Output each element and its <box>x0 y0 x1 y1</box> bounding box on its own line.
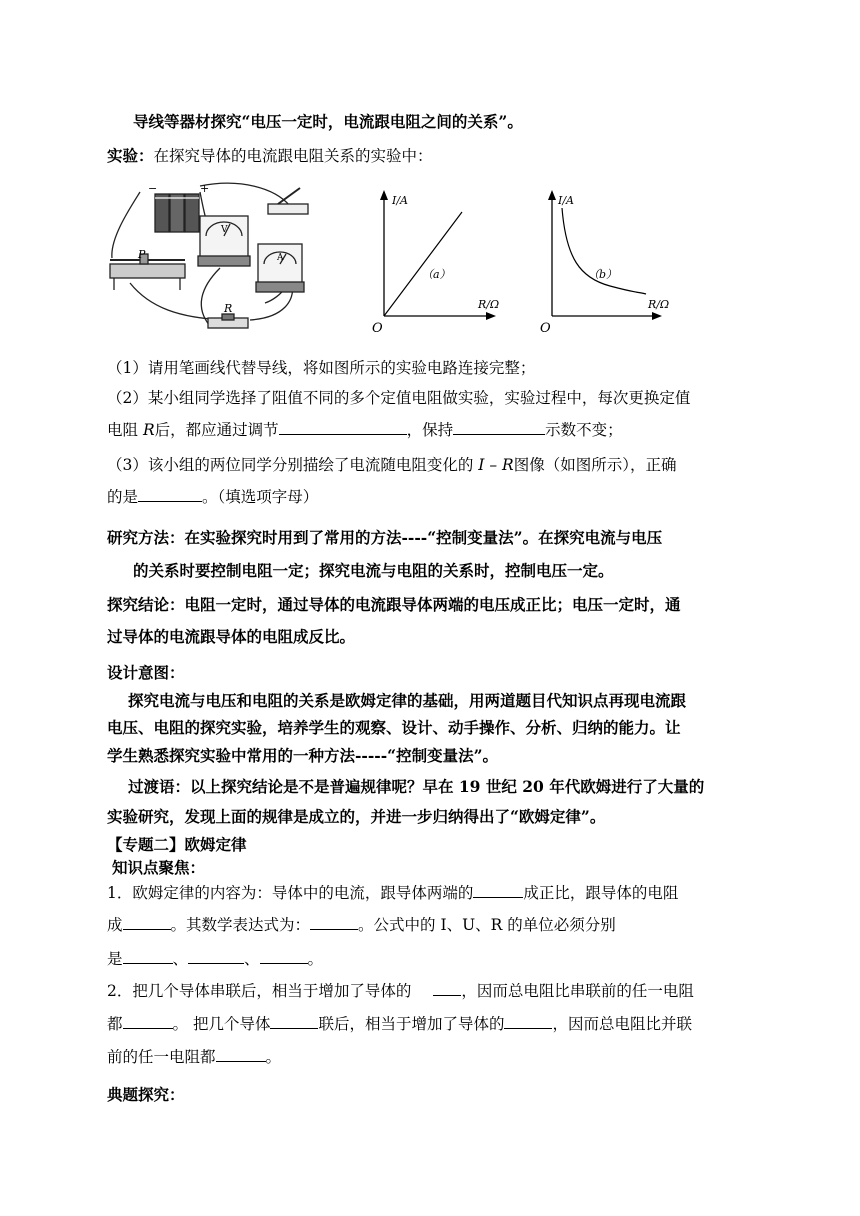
knowledge-2-text-b3: 联后，相当于增加了导体的 <box>318 1015 505 1033</box>
answer-blank-inverse[interactable] <box>123 914 171 930</box>
method-line-1 <box>107 527 662 549</box>
answer-blank-formula[interactable] <box>310 914 358 930</box>
knowledge-1-line-2 <box>107 914 616 936</box>
graph-b-curve <box>562 208 646 294</box>
method-text-b: 的关系时要控制电阻一定；探究电流与电阻的关系时，控制电压一定。 <box>133 561 614 580</box>
answer-blank-adjust[interactable] <box>279 419 407 435</box>
graph-a <box>372 190 499 336</box>
design-text-b: 电压、电阻的探究实验，培养学生的观察、设计、动手操作、分析、归纳的能力。让 <box>107 718 681 737</box>
graph-a-x-arrow <box>486 312 496 320</box>
knowledge-focus-heading <box>112 857 205 879</box>
knowledge-1-text-c3: 、 <box>244 950 260 968</box>
knowledge-focus-text: 知识点聚焦： <box>112 858 206 877</box>
answer-blank-unit-r[interactable] <box>260 948 308 964</box>
answer-blank-unit-u[interactable] <box>188 948 244 964</box>
intro-text: 导线等器材探究“电压一定时，电流跟电阻之间的关系”。 <box>133 112 523 131</box>
question-2-text-a: （2）某小组同学选择了阻值不同的多个定值电阻做实验，实验过程中，每次更换定值 <box>107 389 691 407</box>
question-3-text-b2: 。（填选项字母） <box>202 488 319 506</box>
transition-line-1 <box>128 776 704 798</box>
battery-minus-label: − <box>148 182 158 195</box>
graph-a-y-label: I/A <box>392 194 408 207</box>
method-text-a: 研究方法：在实验探究时用到了常用的方法----“控制变量法”。在探究电流与电压 <box>107 528 663 547</box>
conclusion-text-b: 过导体的电流跟导体的电阻成反比。 <box>107 627 356 646</box>
experiment-text: 在探究导体的电流跟电阻关系的实验中： <box>153 147 433 165</box>
figures-svg <box>100 178 690 338</box>
knowledge-1-line-3 <box>107 948 323 970</box>
question-3-text-a1: （3）该小组的两位同学分别描绘了电流随电阻变化的 <box>107 456 479 474</box>
intro-line <box>133 111 523 133</box>
knowledge-1-text-b3: 。公式中的 I、U、R 的单位必须分别 <box>358 916 616 934</box>
knowledge-2-text-c1: 前的任一电阻都 <box>107 1048 216 1066</box>
design-line-1 <box>128 690 686 712</box>
typical-problems-text: 典题探究： <box>107 1085 185 1104</box>
graph-a-y-arrow <box>380 190 388 200</box>
graph-b-x-arrow <box>652 312 662 320</box>
graph-b-y-arrow <box>548 190 556 200</box>
transition-text-a: 过渡语：以上探究结论是不是普遍规律呢？早在 19 世纪 20 年代欧姆进行了大量的 <box>128 777 705 796</box>
question-2-r-symbol: R <box>142 421 155 439</box>
question-3-ir-symbol: I – R <box>478 456 514 474</box>
knowledge-1-line-1 <box>107 882 678 904</box>
question-2-line-2 <box>107 419 623 441</box>
transition-text-b: 实验研究，发现上面的规律是成立的，并进一步归纳得出了“欧姆定律”。 <box>107 807 606 826</box>
experiment-label: 实验： <box>107 146 154 165</box>
design-text-a: 探究电流与电压和电阻的关系是欧姆定律的基础，用两道题目代知识点再现电流跟 <box>128 691 687 710</box>
question-2-text-b2: 后，都应通过调节 <box>154 421 279 439</box>
graph-b-y-label: I/A <box>558 194 574 207</box>
design-line-3 <box>107 745 498 767</box>
knowledge-2-line-3 <box>107 1046 281 1068</box>
transition-line-2 <box>107 806 605 828</box>
knowledge-1-text-a2: 成正比，跟导体的电阻 <box>523 884 679 902</box>
question-1-text: （1）请用笔画线代替导线，将如图所示的实验电路连接完整； <box>107 359 536 377</box>
answer-blank-keep[interactable] <box>453 419 545 435</box>
graph-a-origin: O <box>372 321 383 336</box>
graph-a-x-label: R/Ω <box>478 298 500 311</box>
knowledge-2-text-a2: ，因而总电阻比串联前的任一电阻 <box>461 982 694 1000</box>
question-2-line-1 <box>107 387 690 409</box>
knowledge-1-text-b2: 。其数学表达式为： <box>170 916 311 934</box>
knowledge-2-line-1 <box>107 980 694 1002</box>
topic-2-text: 【专题二】欧姆定律 <box>107 835 247 854</box>
question-2-text-b3: ，保持 <box>406 421 454 439</box>
answer-blank-length[interactable] <box>433 980 461 996</box>
question-1 <box>107 357 535 379</box>
design-title-text: 设计意图： <box>107 663 185 682</box>
graph-b-x-label: R/Ω <box>648 298 670 311</box>
knowledge-1-text-a1: 1．欧姆定律的内容为：导体中的电流，跟导体两端的 <box>107 884 474 902</box>
answer-blank-voltage[interactable] <box>473 882 523 898</box>
graph-b-tag: （b） <box>588 268 618 281</box>
conclusion-text-a: 探究结论：电阻一定时，通过导体的电流跟导体两端的电压成正比；电压一定时，通 <box>107 595 681 614</box>
voltmeter-label: V <box>221 225 228 235</box>
conclusion-line-1 <box>107 594 681 616</box>
answer-blank-area[interactable] <box>504 1013 552 1029</box>
question-3-text-b1: 的是 <box>107 488 139 506</box>
knowledge-2-text-c2: 。 <box>265 1048 282 1066</box>
experiment-line <box>107 145 433 167</box>
design-line-2 <box>107 717 681 739</box>
design-text-c: 学生熟悉探究实验中常用的一种方法-----“控制变量法”。 <box>107 746 498 765</box>
typical-problems-heading <box>107 1084 185 1106</box>
question-2-text-b4: 示数不变； <box>545 421 623 439</box>
knowledge-2-text-b4: ，因而总电阻比并联 <box>552 1015 692 1033</box>
design-title <box>107 662 185 684</box>
knowledge-2-line-2 <box>107 1013 692 1035</box>
knowledge-2-text-a1: 2．把几个导体串联后，相当于增加了导体的 <box>107 982 412 1000</box>
question-2-text-b1: 电阻 <box>107 421 143 439</box>
battery-plus-label: + <box>200 182 210 195</box>
answer-blank-correct[interactable] <box>138 486 202 502</box>
knowledge-1-text-b1: 成 <box>107 916 123 934</box>
graph-a-tag: （a） <box>422 268 451 281</box>
question-3-line-1 <box>107 454 676 476</box>
graph-a-line <box>384 212 462 316</box>
knowledge-1-text-c4: 。 <box>307 950 324 968</box>
resistor-r-label: R <box>224 302 233 315</box>
rheostat-p-label: P <box>138 248 146 261</box>
graph-b-origin: O <box>540 321 551 336</box>
answer-blank-smaller[interactable] <box>216 1046 266 1062</box>
answer-blank-parallel[interactable] <box>270 1013 318 1029</box>
knowledge-1-text-c2: 、 <box>172 950 189 968</box>
knowledge-1-text-c1: 是 <box>107 950 123 968</box>
question-3-line-2 <box>107 486 318 508</box>
question-3-text-a2: 图像（如图所示），正确 <box>513 456 677 474</box>
graph-b <box>540 190 669 336</box>
knowledge-2-text-b2: 。 把几个导体 <box>172 1015 271 1033</box>
knowledge-2-text-b1: 都 <box>107 1015 123 1033</box>
method-line-2 <box>133 560 614 582</box>
experiment-figures <box>100 178 690 338</box>
conclusion-line-2 <box>107 626 355 648</box>
answer-blank-unit-i[interactable] <box>123 948 173 964</box>
ammeter-label: A <box>277 253 284 263</box>
answer-blank-larger[interactable] <box>123 1013 173 1029</box>
topic-2-heading <box>107 834 247 856</box>
